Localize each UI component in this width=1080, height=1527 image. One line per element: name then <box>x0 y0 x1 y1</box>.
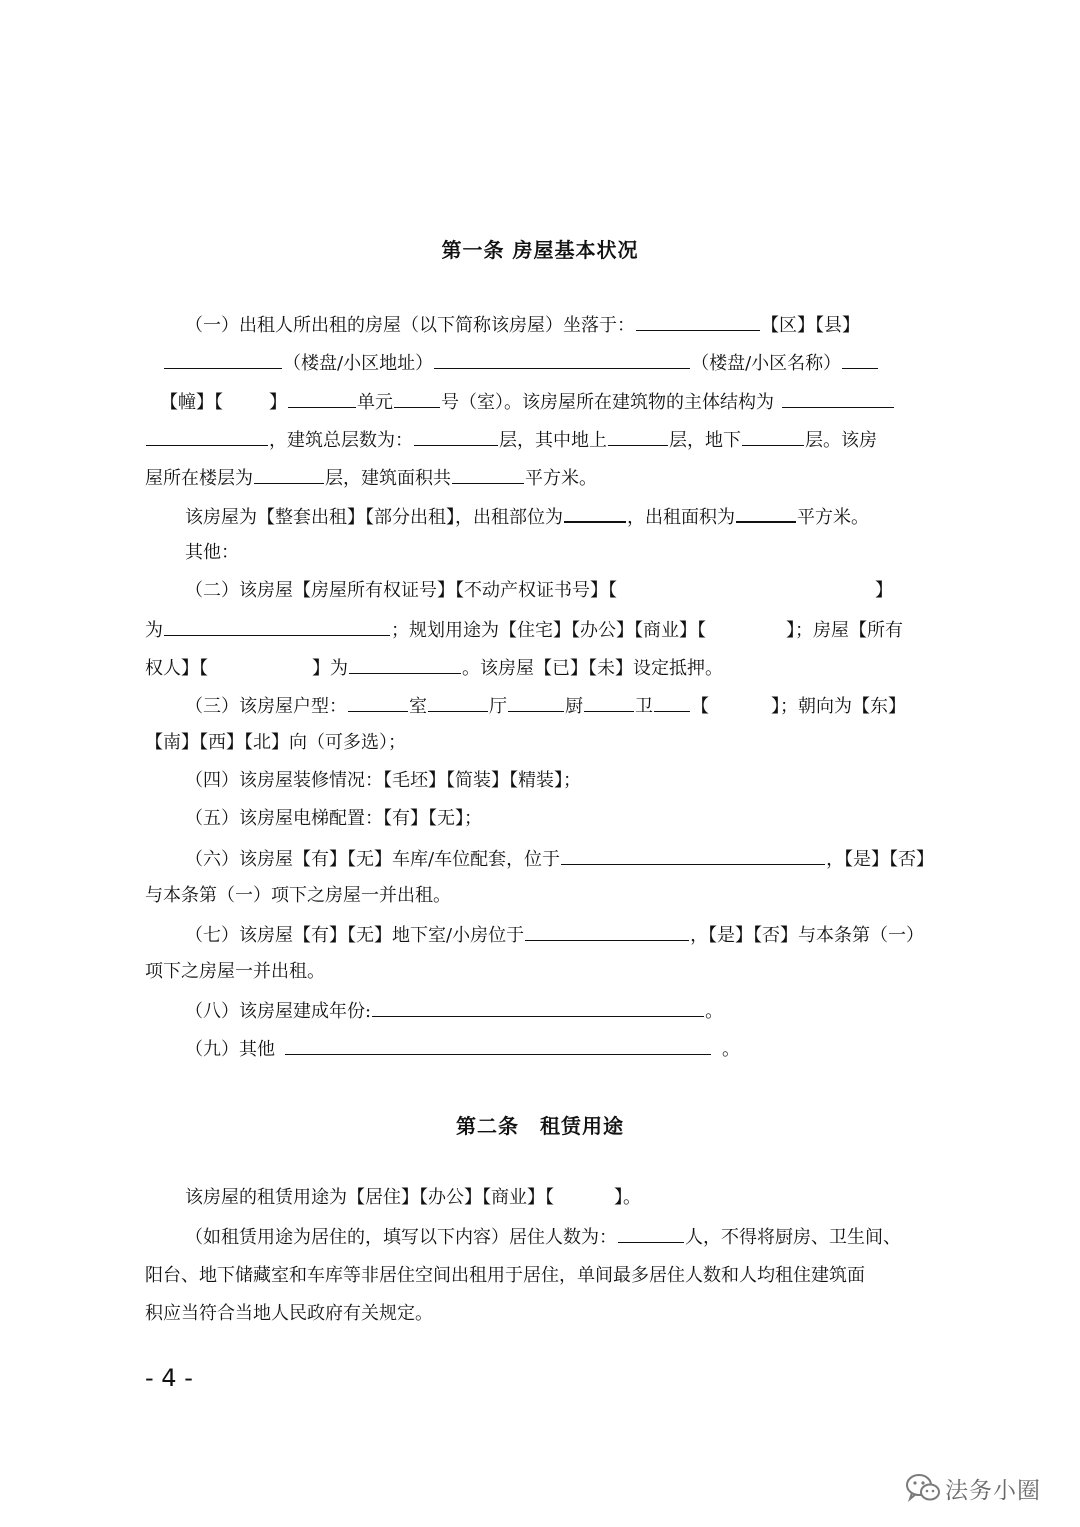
residents-count-blank[interactable] <box>618 1224 684 1243</box>
wechat-icon <box>905 1472 941 1504</box>
other-blank[interactable] <box>285 1036 711 1055</box>
usage-line-4: 积应当符合当地人民政府有关规定。 <box>145 1303 433 1324</box>
structure-blank-2[interactable] <box>146 427 268 446</box>
structure-blank-1[interactable] <box>782 389 894 408</box>
clause-1-line-4: ，建筑总层数为： 层，其中地上 层，地下 层。该房 <box>145 427 950 453</box>
community-extra-blank[interactable] <box>842 350 878 369</box>
usage-line-1: 该房屋的租赁用途为【居住】【办公】【商业】【 】。 <box>185 1187 641 1208</box>
build-year-blank[interactable] <box>372 998 704 1017</box>
address-blank[interactable] <box>164 350 282 369</box>
clause-6-line-2: 与本条第（一）项下之房屋一并出租。 <box>145 885 451 906</box>
clause-1-line-5: 屋所在楼层为 层，建筑面积共 平方米。 <box>145 465 950 491</box>
clause-1-line-2: （楼盘/小区地址） （楼盘/小区名称） <box>163 350 968 376</box>
clause-1-line-6: 该房屋为【整套出租】【部分出租】，出租部位为 ，出租面积为 平方米。 <box>185 503 950 530</box>
clause-2-line-3: 权人】【 】为 。该房屋【已】【未】设定抵押。 <box>145 655 950 681</box>
usage-line-3: 阳台、地下储藏室和车库等非居住空间出租用于居住，单间最多居住人数和人均租住建筑面 <box>145 1265 865 1286</box>
total-floors-blank[interactable] <box>414 427 498 446</box>
kitchens-blank[interactable] <box>508 693 564 712</box>
bathrooms-blank[interactable] <box>584 693 634 712</box>
clause-3-line-2: 【南】【西】【北】向（可多选）； <box>145 732 406 753</box>
owner-blank[interactable] <box>349 655 461 674</box>
clause-1-line-7: 其他： <box>185 542 239 563</box>
clause-7-line-1: （七）该房屋【有】【无】地下室/小房位于 ，【是】【否】与本条第（一） <box>185 922 950 948</box>
watermark-text: 法务小圈 <box>945 1477 1041 1504</box>
clause-3-line-1: （三）该房屋户型： 室 厅 厨 卫 【 】；朝向为【东】 <box>185 693 950 719</box>
clause-7-line-2: 项下之房屋一并出租。 <box>145 961 325 982</box>
clause-2-line-2: 为 ；规划用途为【住宅】【办公】【商业】【 】；房屋【所有 <box>145 617 950 643</box>
rent-part-blank[interactable] <box>564 503 626 523</box>
clause-6-line-1: （六）该房屋【有】【无】车库/车位配套，位于 ，【是】【否】 <box>185 846 950 872</box>
certificate-number-blank[interactable] <box>164 617 390 636</box>
underground-blank[interactable] <box>742 427 804 446</box>
watermark <box>905 1468 1055 1508</box>
room-number-blank[interactable] <box>394 389 440 408</box>
article-2-title: 第二条 租赁用途 <box>456 1114 624 1138</box>
article-1-title: 第一条 房屋基本状况 <box>441 238 639 262</box>
layout-extra-blank[interactable] <box>654 693 690 712</box>
clause-1-line-3: 【幢】【 】 单元 号（室）。该房屋所在建筑物的主体结构为 <box>160 389 965 415</box>
garage-location-blank[interactable] <box>561 846 825 865</box>
basement-location-blank[interactable] <box>525 922 689 941</box>
page-number: - 4 - <box>145 1364 193 1392</box>
clause-2-line-1: （二）该房屋【房屋所有权证号】【不动产权证书号】【 】 <box>185 580 893 601</box>
rent-area-blank[interactable] <box>736 503 796 523</box>
unit-blank[interactable] <box>288 389 356 408</box>
clause-9: （九）其他 。 <box>185 1036 950 1062</box>
community-name-blank[interactable] <box>434 350 690 369</box>
clause-5: （五）该房屋电梯配置：【有】【无】； <box>185 808 482 829</box>
floor-blank[interactable] <box>254 465 324 484</box>
clause-8: （八）该房屋建成年份: 。 <box>185 998 950 1024</box>
halls-blank[interactable] <box>428 693 488 712</box>
district-blank[interactable] <box>636 312 760 331</box>
clause-4: （四）该房屋装修情况：【毛坯】【简装】【精装】； <box>185 770 581 791</box>
usage-line-2: （如租赁用途为居住的，填写以下内容）居住人数为： 人，不得将厨房、卫生间、 <box>185 1224 950 1250</box>
clause-1-line-1: （一）出租人所出租的房屋（以下简称该房屋）坐落于： 【区】【县】 <box>185 312 950 338</box>
above-ground-blank[interactable] <box>608 427 668 446</box>
area-blank[interactable] <box>452 465 524 484</box>
rooms-blank[interactable] <box>348 693 408 712</box>
